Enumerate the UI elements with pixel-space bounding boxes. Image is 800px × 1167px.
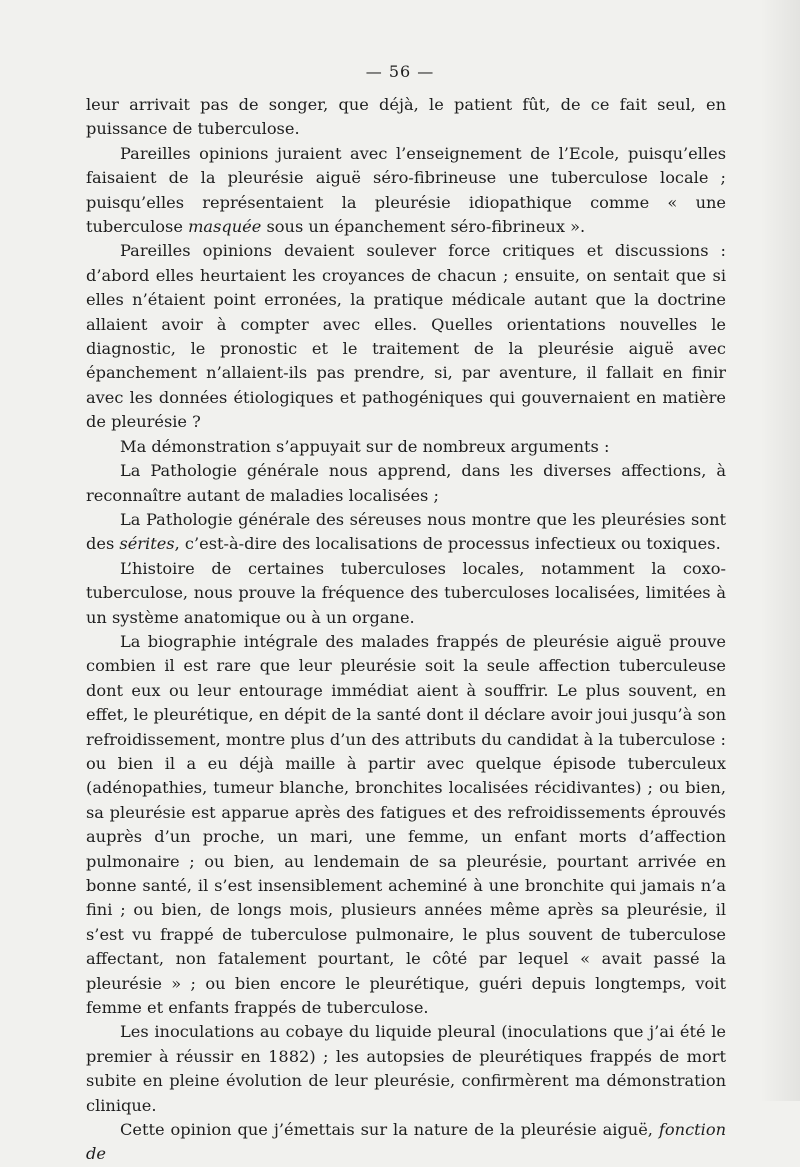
paragraph-6: La Pathologie générale des séreuses nous montre que les pleurésies sont des sérites, c’est-à-dire des localisations de processus infectieux ou toxiques. [86, 509, 726, 554]
page-number: — 56 — [365, 62, 435, 81]
paragraph-1: leur arrivait pas de songer, que déjà, le patient fût, de ce fait seul, en puissance de tuberculose. [86, 95, 726, 139]
paragraph-4: Ma démonstration s’appuyait sur de nombreux arguments : [120, 436, 610, 456]
paragraph-8: La biographie intégrale des malades frappés de pleurésie aiguë prouve combien il est rare que leur pleurésie soit la seule affection tuberculeuse dont eux ou leur entourage immédiat aient à souffrir. Le plus souvent, en effet, le pleurétique, en dépit de la santé dont il déclare avoir joui jusqu’à son refroidissement, montre plus d’un des attributs du candidat à la tuberculose : ou bien il a eu déjà maille à partir avec quelque épisode tuberculeux (adénopathies, tumeur blanche, bronchites localisées récidivantes) ; ou bien, sa pleurésie est apparue après des fatigues et des refroidissements éprouvés auprès d’un proche, un mari, une femme, un enfant morts d’affection pulmonaire ; ou bien, au lendemain de sa pleurésie, pourtant arrivée en bonne santé, il s’est insensiblement acheminé à une bronchite qui jamais n’a fini ; ou bien, de longs mois, plusieurs années même après sa pleurésie, il s’est vu frappé de tuberculose pulmonaire, le plus souvent de tuberculose affectant, non fatalement pourtant, le côté par lequel « avait passé la pleurésie » ; ou bien encore le pleurétique, guéri depuis longtemps, voit femme et enfants frappés de tuberculose. [86, 631, 726, 1018]
paragraph-5: La Pathologie générale nous apprend, dans les diverses affections, à reconnaître autant de maladies localisées ; [86, 461, 726, 505]
paragraph-10: Cette opinion que j’émettais sur la nature de la pleurésie aiguë, fonction de [86, 1120, 726, 1164]
paragraph-9: Les inoculations au cobaye du liquide pleural (inoculations que j’ai été le premier à réussir en 1882) ; les autopsies de pleurétiques frappés de mort subite en pleine évolution de leur pleurésie, confirmèrent ma démonstration clinique. [86, 1022, 726, 1115]
paragraph-3: Pareilles opinions devaient soulever force critiques et discussions : d’abord elles heurtaient les croyances de chacun ; ensuite, on sentait que si elles n’étaient point erronées, la pratique médicale autant que la doctrine allaient avoir à compter avec elles. Quelles orientations nouvelles le diagnostic, le pronostic et le traitement de la pleurésie aiguë avec épanchement n’allaient-ils pas prendre, si, par aventure, il fallait en finir avec les données étiologiques et pathogéniques qui gouvernaient en matière de pleurésie ? [86, 241, 726, 432]
paragraph-2: Pareilles opinions juraient avec l’enseignement de l’Ecole, puisqu’elles faisaient de la pleurésie aiguë séro-fibrineuse une tuberculose locale ; puisqu’elles représentaient la pleurésie idiopathique comme « une tuberculose masquée sous un épanchement séro-fibrineux ». [86, 143, 726, 237]
paragraph-7: L’histoire de certaines tuberculoses locales, notamment la coxo-tuberculose, nous prouve la fréquence des tuberculoses localisées, limitées à un système anatomique ou à un organe. [86, 558, 726, 627]
page-edge-shadow [760, 0, 800, 1101]
page-body [86, 93, 726, 1167]
